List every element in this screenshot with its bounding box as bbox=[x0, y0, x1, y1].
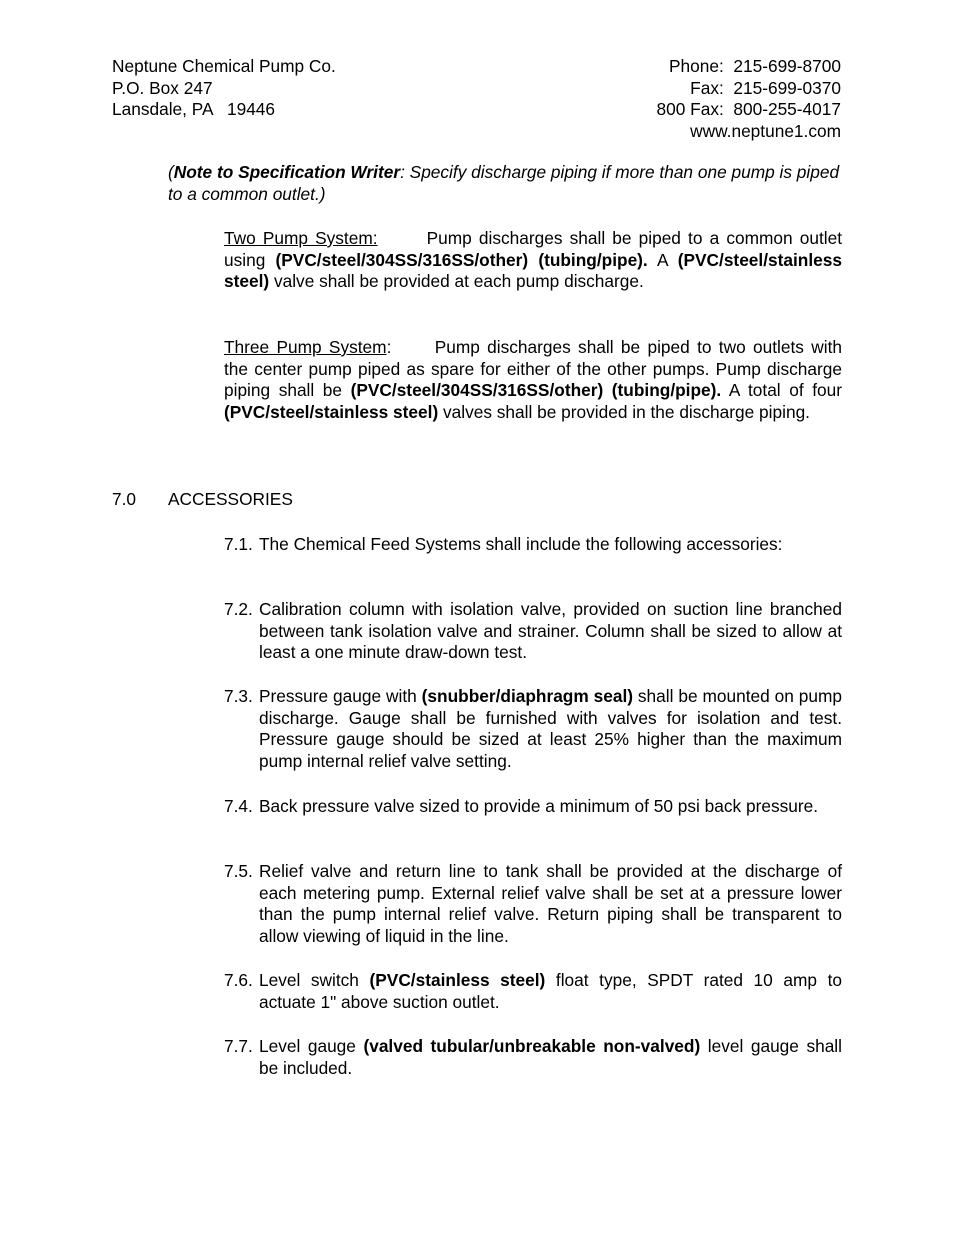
list-item bbox=[224, 534, 842, 556]
item-text-segment: Level switch bbox=[259, 970, 370, 990]
note-label: Note to Specification Writer bbox=[173, 162, 401, 182]
item-text-segment: float type, SPDT rated 10 amp to actuate 1" above suction outlet. bbox=[259, 970, 842, 1012]
item-bold-option: (valved tubular/unbreakable non-valved) bbox=[363, 1036, 701, 1056]
three-pump-system bbox=[224, 337, 842, 424]
item-text-segment: Relief valve and return line to tank shall be provided at the discharge of each metering pump. External relief valve shall be set at a pressure lower than the pump internal relief valve. Return piping shall be transparent to allow viewing of liquid in the line. bbox=[259, 861, 842, 947]
spec-writer-note bbox=[168, 162, 842, 205]
two-pump-text-2: A bbox=[647, 249, 678, 270]
fax-number: 215-699-0370 bbox=[733, 77, 841, 98]
item-number: 7.1. bbox=[224, 534, 253, 554]
three-pump-title: Three Pump System bbox=[224, 337, 387, 357]
section-number: 7.0 bbox=[112, 489, 137, 509]
item-text-segment: The Chemical Feed Systems shall include the following accessories: bbox=[259, 534, 783, 554]
note-text: : Specify discharge piping if more than one pump is piped to a common outlet.) bbox=[168, 162, 840, 204]
item-text bbox=[259, 686, 842, 773]
item-text-segment: Back pressure valve sized to provide a minimum of 50 psi back pressure. bbox=[259, 796, 819, 816]
item-text bbox=[259, 970, 842, 1013]
company-contact bbox=[657, 56, 841, 143]
item-text bbox=[259, 599, 842, 664]
item-number: 7.6. bbox=[224, 970, 253, 990]
list-item bbox=[224, 1036, 842, 1079]
po-box: P.O. Box 247 bbox=[112, 77, 213, 98]
item-text bbox=[259, 1036, 842, 1079]
item-number: 7.7. bbox=[224, 1036, 253, 1056]
phone-number: 215-699-8700 bbox=[733, 56, 841, 76]
item-number: 7.5. bbox=[224, 861, 253, 881]
item-text bbox=[259, 796, 842, 818]
three-pump-bold-2: (PVC/steel/stainless steel) bbox=[224, 402, 439, 423]
two-pump-text-3: valve shall be provided at each pump discharge. bbox=[269, 271, 644, 292]
three-pump-bold-1: (PVC/steel/304SS/316SS/other) (tubing/pipe). bbox=[350, 380, 722, 401]
fax-line bbox=[657, 78, 841, 100]
note-open-paren: ( bbox=[168, 162, 174, 182]
list-item bbox=[224, 861, 842, 948]
company-name: Neptune Chemical Pump Co. bbox=[112, 56, 336, 76]
two-pump-bold-1: (PVC/steel/304SS/316SS/other) (tubing/pipe). bbox=[275, 249, 648, 270]
two-pump-bold-2: (PVC/steel/stainless steel) bbox=[224, 249, 842, 292]
two-pump-text-1: Pump discharges shall be piped to a common outlet using bbox=[224, 228, 842, 270]
item-text-segment: Pressure gauge with bbox=[259, 686, 422, 706]
fax800-number: 800-255-4017 bbox=[733, 99, 841, 120]
fax800-line bbox=[657, 99, 841, 121]
three-pump-text-1: Pump discharges shall be piped to two outlets with the center pump piped as spare for either of the other pumps. Pump discharge piping shall be bbox=[224, 337, 842, 401]
item-text-segment: Level gauge bbox=[259, 1036, 364, 1056]
list-item bbox=[224, 970, 842, 1013]
item-bold-option: (PVC/stainless steel) bbox=[369, 970, 546, 990]
phone-label: Phone: bbox=[668, 56, 724, 76]
fax-label: Fax: bbox=[690, 77, 724, 98]
company-address bbox=[112, 56, 336, 121]
list-item bbox=[224, 796, 842, 818]
item-text-segment: shall be mounted on pump discharge. Gauge shall be furnished with valves for isolation and test. Pressure gauge should be sized at least 25% higher than the maximum pump internal relief valve setting. bbox=[259, 686, 842, 772]
item-text-segment: level gauge shall be included. bbox=[259, 1036, 842, 1078]
list-item bbox=[224, 686, 842, 773]
item-number: 7.3. bbox=[224, 686, 253, 706]
section-title: ACCESSORIES bbox=[168, 489, 293, 509]
website: www.neptune1.com bbox=[690, 121, 841, 142]
three-pump-text-2: A total of four bbox=[721, 380, 842, 401]
item-number: 7.2. bbox=[224, 599, 253, 619]
two-pump-system bbox=[224, 228, 842, 293]
item-text bbox=[259, 534, 842, 556]
two-pump-title: Two Pump System: bbox=[224, 228, 378, 248]
city-state-zip: Lansdale, PA 19446 bbox=[112, 99, 276, 120]
item-number: 7.4. bbox=[224, 796, 253, 816]
list-item bbox=[224, 599, 842, 664]
phone-line bbox=[657, 56, 841, 78]
item-text bbox=[259, 861, 842, 948]
fax800-label: 800 Fax: bbox=[656, 99, 724, 120]
item-bold-option: (snubber/diaphragm seal) bbox=[421, 686, 634, 706]
three-pump-text-3: valves shall be provided in the discharge piping. bbox=[438, 402, 810, 423]
three-pump-colon: : bbox=[386, 337, 392, 357]
item-text-segment: Calibration column with isolation valve, provided on suction line branched between tank isolation valve and strainer. Column shall be sized to allow at least a one minute draw-down test. bbox=[259, 599, 842, 663]
